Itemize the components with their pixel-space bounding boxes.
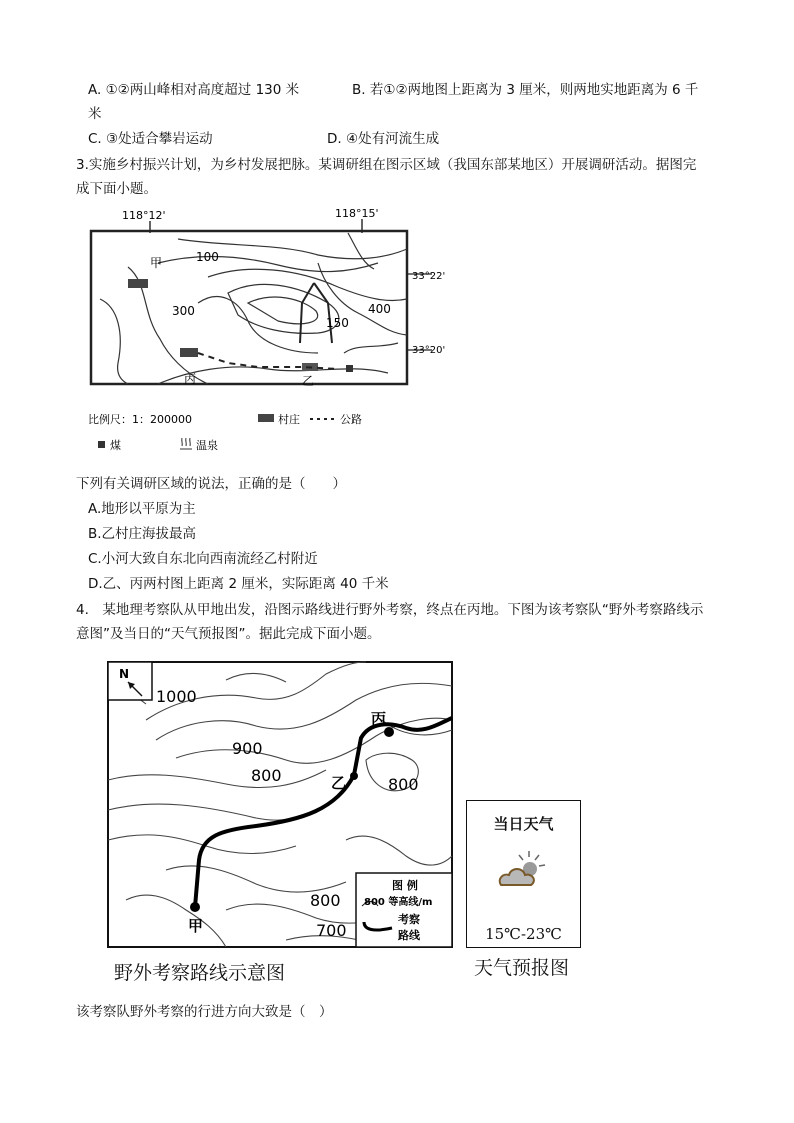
q2-option-a: A. ①②两山峰相对高度超过 130 米 [88, 82, 300, 98]
village-jia-marker [128, 279, 148, 288]
legend-spring-icon [180, 438, 192, 449]
place-yi-label: 乙 [331, 774, 347, 792]
contour-400-label: 400 [368, 302, 391, 316]
contour-800-label-c: 800 [310, 891, 341, 910]
partly-cloudy-icon [495, 849, 551, 893]
q2-option-c: C. ③处适合攀岩运动 [88, 131, 213, 147]
q3-topographic-map [88, 203, 446, 463]
village-bing-marker [180, 348, 198, 357]
legend-coal-label: 煤 [110, 439, 121, 452]
weather-title: 当日天气 [493, 815, 554, 833]
point-yi [350, 772, 358, 780]
q3-option-b: B.乙村庄海拔最高 [88, 526, 197, 542]
legend-contour-label: 800 等高线/m [364, 897, 433, 908]
contour-900-label: 900 [232, 739, 263, 758]
legend-village-icon [258, 414, 274, 422]
point-bing [384, 727, 394, 737]
route-map-caption: 野外考察路线示意图 [114, 962, 286, 984]
legend-road-label: 公路 [340, 413, 362, 426]
place-yi: 乙 [302, 374, 315, 388]
place-jia: 甲 [150, 256, 163, 270]
contour-700-label: 700 [316, 921, 347, 940]
legend-title: 图 例 [392, 879, 418, 892]
legend-scale: 比例尺：1：200000 [88, 413, 192, 426]
weather-caption: 天气预报图 [474, 957, 570, 979]
q3-option-a: A.地形以平原为主 [88, 501, 196, 517]
legend-route-label-1: 考察 [398, 913, 420, 926]
lat-top-label: 33°22' [412, 271, 446, 282]
legend-coal-icon [98, 441, 105, 448]
place-bing: 丙 [184, 372, 197, 386]
q3-question: 下列有关调研区域的说法，正确的是（ ） [76, 476, 346, 492]
contour-1000-label: 1000 [156, 687, 197, 706]
q2-option-d: D. ④处有河流生成 [327, 131, 440, 147]
weather-panel [466, 800, 581, 948]
legend-village-label: 村庄 [278, 413, 300, 426]
contour-800-label-a: 800 [251, 766, 282, 785]
lon-left-label: 118°12' [122, 209, 166, 222]
lat-bottom-label: 33°20' [412, 345, 446, 356]
q4-stem: 4. 某地理考察队从甲地出发，沿图示路线进行野外考察，终点在丙地。下图为该考察队“野外考察路线示 [76, 602, 704, 618]
place-bing-label: 丙 [371, 710, 387, 728]
place-jia-label: 甲 [188, 917, 204, 935]
q2-option-b: B. 若①②两地图上距离为 3 厘米，则两地实地距离为 6 千 [352, 82, 699, 98]
q4-question: 该考察队野外考察的行进方向大致是（ ） [76, 1004, 333, 1020]
coal-marker [346, 365, 353, 372]
contour-300-label: 300 [172, 304, 195, 318]
q3-option-c: C.小河大致自东北向西南流经乙村附近 [88, 551, 318, 567]
legend-route-label-2: 路线 [398, 929, 420, 942]
route-map [106, 660, 456, 952]
contour-100-label: 100 [196, 250, 219, 264]
point-jia [190, 902, 200, 912]
q4-stem-cont: 意图”及当日的“天气预报图”。据此完成下面小题。 [76, 626, 381, 642]
q3-option-d: D.乙、丙两村图上距离 2 厘米，实际距离 40 千米 [88, 576, 389, 592]
q3-stem-cont: 成下面小题。 [76, 181, 157, 197]
weather-temp: 15℃-23℃ [485, 925, 562, 943]
north-label: N [119, 667, 130, 681]
north-box [108, 662, 152, 700]
contour-800-label-b: 800 [388, 775, 419, 794]
q3-stem: 3.实施乡村振兴计划，为乡村发展把脉。某调研组在图示区域（我国东部某地区）开展调研活动。据图完 [76, 157, 697, 173]
lon-right-label: 118°15' [335, 207, 379, 220]
legend-spring-label: 温泉 [196, 439, 218, 452]
q2-option-b-cont: 米 [88, 106, 102, 122]
contour-lines [100, 233, 407, 384]
contour-150-label: 150 [326, 316, 349, 330]
